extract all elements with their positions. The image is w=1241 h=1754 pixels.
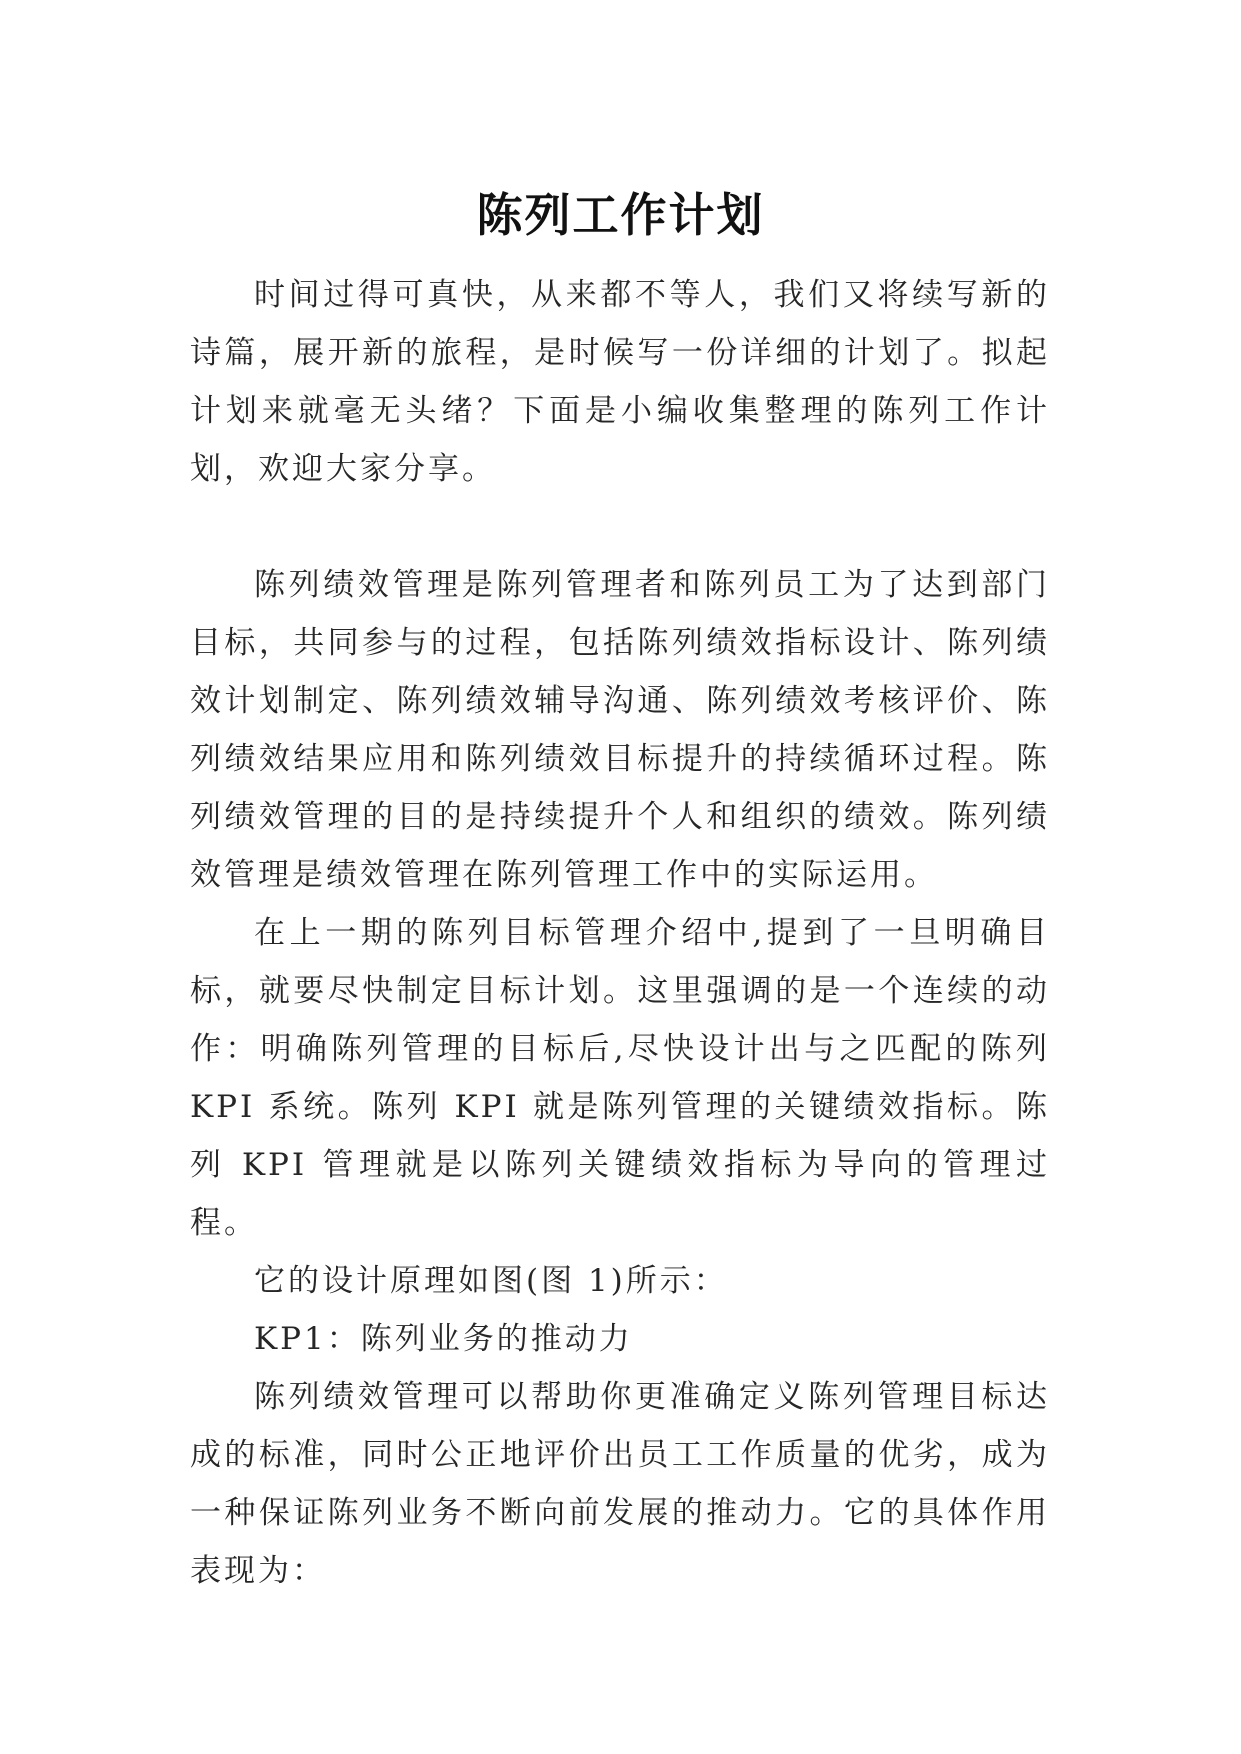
- document-body: [190, 266, 1050, 1600]
- body-paragraph-driving-force: 陈列绩效管理可以帮助你更准确定义陈列管理目标达成的标准，同时公正地评价出员工工作质量的优劣，成为一种保证陈列业务不断向前发展的推动力。它的具体作用表现为：: [190, 1379, 1050, 1589]
- document-title: 陈列工作计划: [476, 187, 765, 242]
- intro-paragraph: 时间过得可真快，从来都不等人，我们又将续写新的诗篇，展开新的旅程，是时候写一份详细的计划了。拟起计划来就毫无头绪？下面是小编收集整理的陈列工作计划，欢迎大家分享。: [190, 277, 1050, 487]
- body-paragraph-figure-ref: 它的设计原理如图(图 1)所示：: [254, 1263, 728, 1299]
- body-paragraph-kpi: 在上一期的陈列目标管理介绍中,提到了一旦明确目标，就要尽快制定目标计划。这里强调的是一个连续的动作：明确陈列管理的目标后,尽快设计出与之匹配的陈列 KPI 系统。陈列 KPI 就是陈列管理的关键绩效指标。陈列 KPI 管理就是以陈列关键绩效指标为导向的管理过程。: [190, 915, 1050, 1241]
- paragraph-spacer: [190, 498, 1050, 556]
- body-paragraph-kp1-heading: KP1：陈列业务的推动力: [254, 1321, 633, 1357]
- body-paragraph-performance: 陈列绩效管理是陈列管理者和陈列员工为了达到部门目标，共同参与的过程，包括陈列绩效指标设计、陈列绩效计划制定、陈列绩效辅导沟通、陈列绩效考核评价、陈列绩效结果应用和陈列绩效目标提升的持续循环过程。陈列绩效管理的目的是持续提升个人和组织的绩效。陈列绩效管理是绩效管理在陈列管理工作中的实际运用。: [190, 567, 1050, 893]
